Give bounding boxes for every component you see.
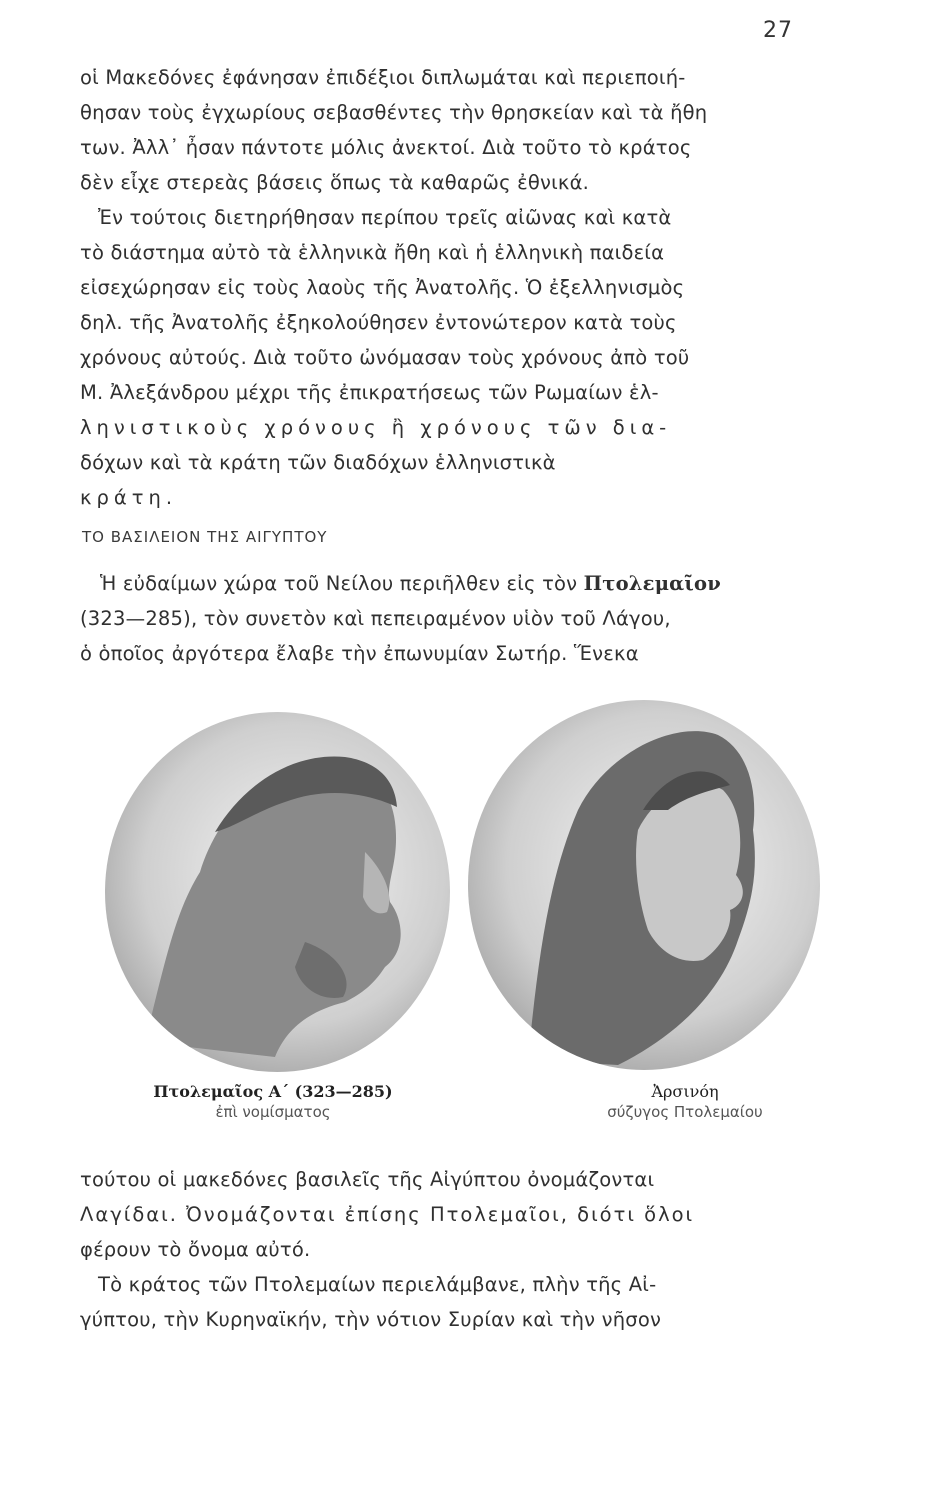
text-line: δὲν εἶχε στερεὰς βάσεις ὅπως τὰ καθαρῶς ἐθνικά. bbox=[80, 171, 590, 194]
text-line: θησαν τοὺς ἐγχωρίους σεβασθέντες τὴν θρησκείαν καὶ τὰ ἤθη bbox=[80, 101, 708, 124]
text-line: δηλ. τῆς Ἀνατολῆς ἐξηκολούθησεν ἐντονώτερον κατὰ τοὺς bbox=[80, 311, 677, 334]
text-line: οἱ Μακεδόνες ἐφάνησαν ἐπιδέξιοι διπλωμάται καὶ περιεποιή- bbox=[80, 66, 686, 89]
text-line: των. Ἀλλ᾽ ἦσαν πάντοτε μόλις ἀνεκτοί. Διὰ τοῦτο τὸ κράτος bbox=[80, 136, 692, 159]
text-line: φέρουν τὸ ὄνομα αὐτό. bbox=[80, 1238, 311, 1261]
text-span: Ἡ εὐδαίμων χώρα τοῦ Νείλου περιῆλθεν εἰς τὸν bbox=[100, 572, 584, 595]
text-line: τούτου οἱ μακεδόνες βασιλεῖς τῆς Αἰγύπτου ὀνομάζονται bbox=[80, 1168, 655, 1191]
text-line: τὸ διάστημα αὐτὸ τὰ ἑλληνικὰ ἤθη καὶ ἡ ἑλληνικὴ παιδεία bbox=[80, 241, 665, 264]
text-line: Μ. Ἀλεξάνδρου μέχρι τῆς ἐπικρατήσεως τῶν Ρωμαίων ἑλ- bbox=[80, 381, 659, 404]
text-line: ληνιστικοὺς χρόνους ἢ χρόνους τῶν δια- bbox=[80, 416, 672, 439]
coin-ptolemy-image bbox=[105, 712, 450, 1072]
paragraph-lagids bbox=[80, 1162, 840, 1337]
text-line: δόχων καὶ τὰ κράτη τῶν διαδόχων ἑλληνιστικὰ bbox=[80, 451, 556, 474]
text-line: εἰσεχώρησαν εἰς τοὺς λαοὺς τῆς Ἀνατολῆς. Ὁ ἐξελληνισμὸς bbox=[80, 276, 685, 299]
caption-arsinoe-title: Ἀρσινόη bbox=[651, 1082, 719, 1101]
section-heading: ΤΟ ΒΑΣΙΛΕΙΟΝ ΤΗΣ ΑΙΓΥΠΤΟΥ bbox=[82, 528, 328, 546]
text-line: Τὸ κράτος τῶν Πτολεμαίων περιελάμβανε, πλὴν τῆς Αἰ- bbox=[98, 1273, 657, 1296]
text-line: χρόνους αὐτούς. Διὰ τοῦτο ὠνόμασαν τοὺς χρόνους ἀπὸ τοῦ bbox=[80, 346, 690, 369]
text-line: γύπτου, τὴν Κυρηναϊκήν, τὴν νότιον Συρίαν καὶ τὴν νῆσον bbox=[80, 1308, 662, 1331]
paragraph-egypt bbox=[80, 566, 840, 671]
coin-arsinoe-image bbox=[468, 700, 820, 1070]
caption-ptolemy-title: Πτολεμαῖος Α΄ (323—285) bbox=[153, 1082, 393, 1101]
paragraph-macedonians bbox=[80, 60, 840, 515]
caption-arsinoe-subtitle: σύζυγος Πτολεμαίου bbox=[607, 1103, 763, 1121]
ptolemy-name: Πτολεμαῖον bbox=[583, 572, 721, 595]
page-number: 27 bbox=[763, 18, 793, 43]
text-line: Λαγίδαι. Ὀνομάζονται ἐπίσης Πτολεμαῖοι, διότι ὅλοι bbox=[80, 1203, 695, 1226]
caption-ptolemy-subtitle: ἐπὶ νομίσματος bbox=[215, 1103, 331, 1121]
text-line: ὁ ὁποῖος ἀργότερα ἔλαβε τὴν ἐπωνυμίαν Σωτήρ. Ἕνεκα bbox=[80, 642, 639, 665]
text-line: (323—285), τὸν συνετὸν καὶ πεπειραμένον υἱὸν τοῦ Λάγου, bbox=[80, 607, 671, 630]
text-line bbox=[80, 566, 840, 601]
text-line: κράτη. bbox=[80, 486, 178, 509]
caption-ptolemy bbox=[118, 1082, 428, 1121]
text-line: Ἐν τούτοις διετηρήθησαν περίπου τρεῖς αἰῶνας καὶ κατὰ bbox=[98, 206, 672, 229]
caption-arsinoe bbox=[545, 1082, 825, 1121]
